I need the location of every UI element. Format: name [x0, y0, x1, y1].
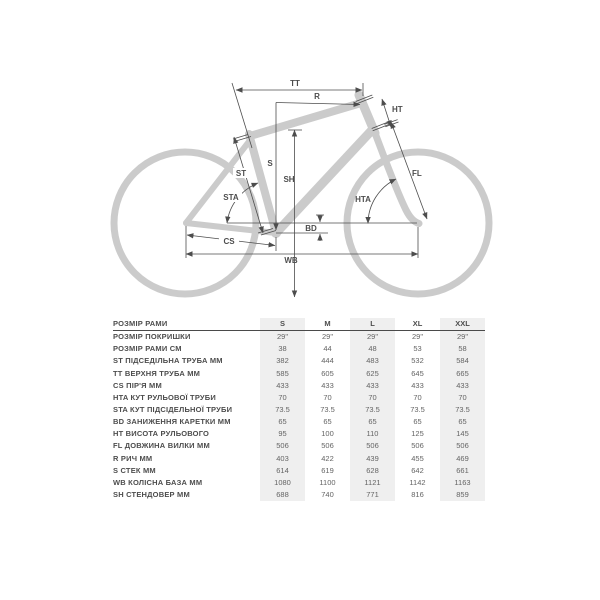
- cell-l: 110: [350, 428, 395, 440]
- cell-m: 70: [323, 392, 332, 402]
- sta-label: STA: [223, 193, 239, 202]
- row-label: FL ДОВЖИНА ВИЛКИ ММ: [113, 441, 210, 451]
- cell-xl: 816: [411, 489, 424, 499]
- geometry-table: [113, 318, 485, 501]
- fork-blade: [375, 133, 419, 224]
- row-label: TT ВЕРХНЯ ТРУБА ММ: [113, 368, 201, 378]
- sh-label: SH: [283, 175, 295, 184]
- cell-m: 506: [321, 441, 334, 451]
- cell-xxl: 29": [440, 331, 485, 343]
- cell-xxl: 469: [440, 453, 485, 465]
- cell-xl: 642: [411, 465, 424, 475]
- cell-xxl: 584: [440, 355, 485, 367]
- bd-label: BD: [305, 224, 317, 233]
- cell-l: 48: [350, 343, 395, 355]
- row-label: R РИЧ ММ: [113, 453, 153, 463]
- row-label: HT ВИСОТА РУЛЬОВОГО: [113, 429, 210, 439]
- table-header-row: [113, 318, 485, 331]
- cell-s: 29": [260, 331, 305, 343]
- tt-label: TT: [290, 79, 300, 88]
- cell-s: 382: [260, 355, 305, 367]
- cell-s: 70: [260, 392, 305, 404]
- row-label: STA КУТ ПІДСІДЕЛЬНОЇ ТРУБИ: [113, 404, 233, 414]
- cell-s: 688: [260, 489, 305, 501]
- cell-xxl: 70: [440, 392, 485, 404]
- row-label: SH СТЕНДОВЕР ММ: [113, 489, 190, 499]
- cell-xl: 506: [411, 441, 424, 451]
- s-label: S: [267, 159, 273, 168]
- cell-xxl: 73.5: [440, 404, 485, 416]
- cell-s: 403: [260, 453, 305, 465]
- cell-xxl: 506: [440, 440, 485, 452]
- cell-m: 444: [321, 356, 334, 366]
- cell-xl: 53: [413, 344, 422, 354]
- cell-s: 1080: [260, 477, 305, 489]
- cell-xl: 433: [411, 380, 424, 390]
- cell-l: 29": [350, 331, 395, 343]
- cell-xl: 73.5: [410, 404, 425, 414]
- cell-m: 29": [321, 332, 333, 342]
- cell-l: 73.5: [350, 404, 395, 416]
- cell-xxl: 661: [440, 465, 485, 477]
- table-row: [113, 428, 485, 440]
- row-label: ST ПІДСЕДІЛЬНА ТРУБА ММ: [113, 356, 223, 366]
- cell-m: 65: [323, 417, 332, 427]
- cell-xl: 29": [411, 332, 423, 342]
- cell-l: 439: [350, 453, 395, 465]
- cell-l: 483: [350, 355, 395, 367]
- cell-l: 433: [350, 380, 395, 392]
- cell-s: 38: [260, 343, 305, 355]
- table-row: [113, 380, 485, 392]
- cell-xl: 125: [411, 429, 424, 439]
- cell-s: 585: [260, 368, 305, 380]
- cell-l: 506: [350, 440, 395, 452]
- wb-label: WB: [284, 256, 298, 265]
- cell-m: 433: [321, 380, 334, 390]
- cell-xl: 645: [411, 368, 424, 378]
- cell-l: 70: [350, 392, 395, 404]
- bike-frame: [114, 95, 489, 294]
- st-dim-line: [234, 137, 263, 233]
- cell-l: 625: [350, 368, 395, 380]
- cell-m: 1100: [319, 477, 336, 487]
- cell-s: 506: [260, 440, 305, 452]
- cell-m: 73.5: [320, 404, 335, 414]
- table-row: [113, 355, 485, 367]
- cell-l: 65: [350, 416, 395, 428]
- size-column-s: S: [260, 318, 305, 330]
- cell-s: 95: [260, 428, 305, 440]
- cell-xxl: 58: [440, 343, 485, 355]
- top-tube: [250, 103, 361, 136]
- table-row: [113, 453, 485, 465]
- cell-xl: 532: [411, 356, 424, 366]
- row-label: WB КОЛІСНА БАЗА ММ: [113, 477, 203, 487]
- table-row: [113, 440, 485, 452]
- hta-label: HTA: [355, 195, 371, 204]
- table-row: [113, 489, 485, 501]
- table-row: [113, 331, 485, 343]
- cell-xxl: 859: [440, 489, 485, 501]
- cell-l: 771: [350, 489, 395, 501]
- cell-xl: 455: [411, 453, 424, 463]
- cs-label: CS: [223, 237, 235, 246]
- size-column-l: L: [350, 318, 395, 330]
- cell-m: 44: [323, 344, 332, 354]
- head-tube: [359, 95, 375, 133]
- size-column-xxl: XXL: [440, 318, 485, 330]
- cell-l: 628: [350, 465, 395, 477]
- row-label: S СТЕК ММ: [113, 465, 156, 475]
- cell-m: 619: [321, 465, 334, 475]
- row-label: РОЗМІР РАМИ СМ: [113, 344, 182, 354]
- table-header-label: РОЗМІР РАМИ: [113, 319, 168, 328]
- cell-xxl: 433: [440, 380, 485, 392]
- row-label: HTA КУТ РУЛЬОВОЇ ТРУБИ: [113, 392, 216, 402]
- table-row: [113, 368, 485, 380]
- cell-m: 605: [321, 368, 334, 378]
- cell-s: 433: [260, 380, 305, 392]
- size-column-xl: XL: [412, 319, 423, 328]
- r-label: R: [314, 92, 320, 101]
- row-label: РОЗМІР ПОКРИШКИ: [113, 332, 191, 342]
- fl-label: FL: [412, 169, 422, 178]
- table-row: [113, 343, 485, 355]
- table-row: [113, 404, 485, 416]
- cell-xl: 70: [413, 392, 422, 402]
- cell-xl: 1142: [409, 477, 426, 487]
- cell-m: 422: [321, 453, 334, 463]
- table-body: [113, 331, 485, 501]
- st-label: ST: [235, 169, 247, 178]
- cell-xxl: 65: [440, 416, 485, 428]
- row-label: CS ПІР'Я ММ: [113, 380, 162, 390]
- cell-m: 100: [321, 429, 334, 439]
- cell-s: 65: [260, 416, 305, 428]
- cell-l: 1121: [350, 477, 395, 489]
- cell-xxl: 1163: [440, 477, 485, 489]
- fl-hatch-1: [384, 120, 397, 125]
- cell-m: 740: [321, 489, 334, 499]
- cell-xxl: 145: [440, 428, 485, 440]
- row-label: BD ЗАНИЖЕННЯ КАРЕТКИ ММ: [113, 417, 231, 427]
- table-row: [113, 477, 485, 489]
- cell-s: 614: [260, 465, 305, 477]
- cell-xxl: 665: [440, 368, 485, 380]
- cell-s: 73.5: [260, 404, 305, 416]
- table-row: [113, 465, 485, 477]
- size-column-m: M: [324, 319, 331, 328]
- cell-xl: 65: [413, 417, 422, 427]
- table-row: [113, 392, 485, 404]
- table-row: [113, 416, 485, 428]
- ht-label: HT: [392, 105, 403, 114]
